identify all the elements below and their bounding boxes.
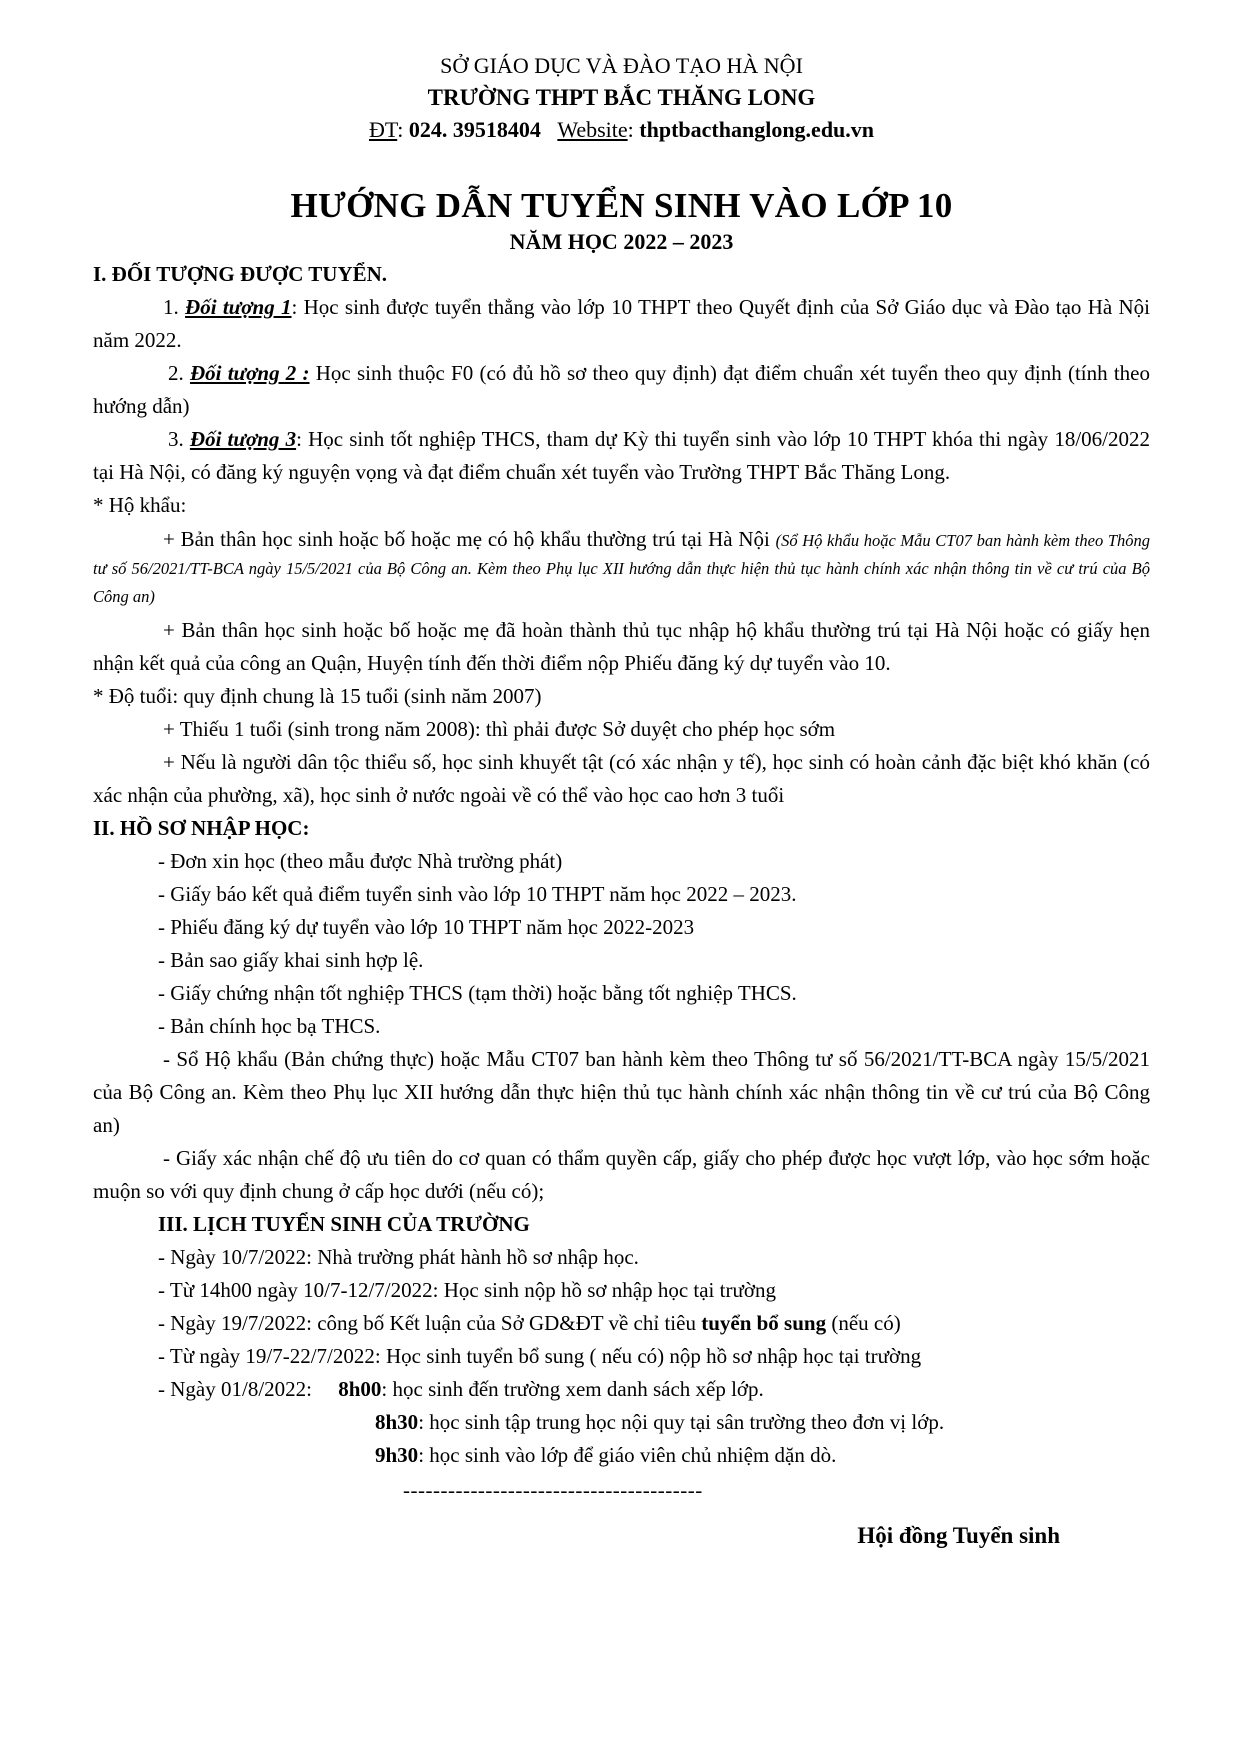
section1-heading: I. ĐỐI TƯỢNG ĐƯỢC TUYỂN. <box>93 262 388 286</box>
schedule-item: - Ngày 10/7/2022: Nhà trường phát hành hồ sơ nhập học. <box>158 1245 639 1269</box>
hokhau-note: (Sổ Hộ khẩu hoặc Mẫu CT07 ban hành kèm theo Thông tư số 56/2021/TT-BCA ngày 15/5/2021 của Bộ Công an. Kèm theo Phụ lục XII hướng dẫn thực hiện thủ tục hành chính xác nhận thông tin về cư trú của Bộ Công an) <box>93 531 1150 606</box>
document-subtitle: NĂM HỌC 2022 – 2023 <box>509 229 734 254</box>
document-list-item: - Bản chính học bạ THCS. <box>158 1014 381 1038</box>
schedule-time: 9h30 <box>375 1443 419 1467</box>
contact-line: ĐT: 024. 39518404 Website: thptbacthanglong.edu.vn <box>368 117 875 142</box>
hokhau-item-2: + Bản thân học sinh hoặc bố hoặc mẹ đã hoàn thành thủ tục nhập hộ khẩu thường trú tại Hà Nội hoặc có giấy hẹn nhận kết quả của công an Quận, Huyện tính đến thời điểm nộp Phiếu đăng ký dự tuyển vào 10. <box>93 618 1150 675</box>
schedule-item: - Ngày 19/7/2022: công bố Kết luận của Sở GD&ĐT về chỉ tiêu tuyển bổ sung (nếu có) <box>158 1311 901 1335</box>
schedule-time: 8h30 <box>375 1410 419 1434</box>
document-list-item: - Sổ Hộ khẩu (Bản chứng thực) hoặc Mẫu CT07 ban hành kèm theo Thông tư số 56/2021/TT-BCA ngày 15/5/2021 của Bộ Công an. Kèm theo Phụ lục XII hướng dẫn thực hiện thủ tục hành chính xác nhận thông tin về cư trú của Bộ Công an) <box>93 1047 1150 1137</box>
hokhau-item-1: + Bản thân học sinh hoặc bố hoặc mẹ có hộ khẩu thường trú tại Hà Nội (Sổ Hộ khẩu hoặc Mẫu CT07 ban hành kèm theo Thông tư số 56/2021/TT-BCA ngày 15/5/2021 của Bộ Công an. Kèm theo Phụ lục XII hướng dẫn thực hiện thủ tục hành chính xác nhận thông tin về cư trú của Bộ Công an) <box>93 527 1150 606</box>
schedule-sub-item: 8h30: học sinh tập trung học nội quy tại sân trường theo đơn vị lớp. <box>375 1410 945 1434</box>
schedule-item: - Ngày 01/8/2022: 8h00: học sinh đến trường xem danh sách xếp lớp. <box>158 1377 764 1401</box>
school-name: TRƯỜNG THPT BẮC THĂNG LONG <box>427 85 816 110</box>
document-list-item: - Phiếu đăng ký dự tuyển vào lớp 10 THPT năm học 2022-2023 <box>158 915 695 939</box>
schedule-sub-item: 9h30: học sinh vào lớp để giáo viên chủ nhiệm dặn dò. <box>375 1443 837 1467</box>
section1-item: 3. Đối tượng 3: Học sinh tốt nghiệp THCS, tham dự Kỳ thi tuyển sinh vào lớp 10 THPT khóa thi ngày 18/06/2022 tại Hà Nội, có đăng ký nguyện vọng và đạt điểm chuẩn xét tuyển vào Trường THPT Bắc Thăng Long. <box>93 427 1150 484</box>
website-label: Website <box>557 117 628 142</box>
schedule-item: - Từ ngày 19/7-22/7/2022: Học sinh tuyển bổ sung ( nếu có) nộp hồ sơ nhập học tại trường <box>158 1344 922 1368</box>
age-item-2: + Nếu là người dân tộc thiểu số, học sinh khuyết tật (có xác nhận y tế), học sinh có hoàn cảnh đặc biệt khó khăn (có xác nhận của phường, xã), học sinh ở nước ngoài về có thể vào học cao hơn 3 tuổi <box>93 750 1150 807</box>
document-list-item: - Giấy báo kết quả điểm tuyển sinh vào lớp 10 THPT năm học 2022 – 2023. <box>158 882 797 906</box>
document-list-item: - Đơn xin học (theo mẫu được Nhà trường phát) <box>158 849 563 873</box>
age-title: * Độ tuổi: quy định chung là 15 tuổi (sinh năm 2007) <box>93 684 542 708</box>
document-list-item: - Giấy chứng nhận tốt nghiệp THCS (tạm thời) hoặc bằng tốt nghiệp THCS. <box>158 981 797 1005</box>
section1-item: 2. Đối tượng 2 : Học sinh thuộc F0 (có đủ hồ sơ theo quy định) đạt điểm chuẩn xét tuyển theo quy định (tính theo hướng dẫn) <box>93 361 1151 418</box>
hokhau-title: * Hộ khẩu: <box>93 493 187 517</box>
document-title: HƯỚNG DẪN TUYỂN SINH VÀO LỚP 10 <box>290 186 953 225</box>
document-list-item: - Giấy xác nhận chế độ ưu tiên do cơ quan có thẩm quyền cấp, giấy cho phép được học vượt lớp, vào học sớm hoặc muộn so với quy định chung ở cấp học dưới (nếu có); <box>93 1146 1150 1203</box>
section3-heading: III. LỊCH TUYỂN SINH CỦA TRƯỜNG <box>158 1212 530 1236</box>
schedule-item: - Từ 14h00 ngày 10/7-12/7/2022: Học sinh nộp hồ sơ nhập học tại trường <box>158 1278 776 1302</box>
phone-number: 024. 39518404 <box>408 117 541 142</box>
schedule-time: 8h00 <box>338 1377 382 1401</box>
document-page <box>93 50 1150 1552</box>
section2-heading: II. HỒ SƠ NHẬP HỌC: <box>93 816 310 840</box>
website-url: thptbacthanglong.edu.vn <box>639 117 875 142</box>
document-list-item: - Bản sao giấy khai sinh hợp lệ. <box>158 948 424 972</box>
divider-line: ---------------------------------------- <box>403 1478 703 1502</box>
signature: Hội đồng Tuyển sinh <box>857 1523 1060 1548</box>
age-item-1: + Thiếu 1 tuổi (sinh trong năm 2008): thì phải được Sở duyệt cho phép học sớm <box>163 717 836 741</box>
department-name: SỞ GIÁO DỤC VÀ ĐÀO TẠO HÀ NỘI <box>440 53 803 78</box>
section1-item: 1. Đối tượng 1: Học sinh được tuyển thẳng vào lớp 10 THPT theo Quyết định của Sở Giáo dục và Đào tạo Hà Nội năm 2022. <box>93 295 1150 352</box>
phone-label: ĐT <box>368 117 398 142</box>
